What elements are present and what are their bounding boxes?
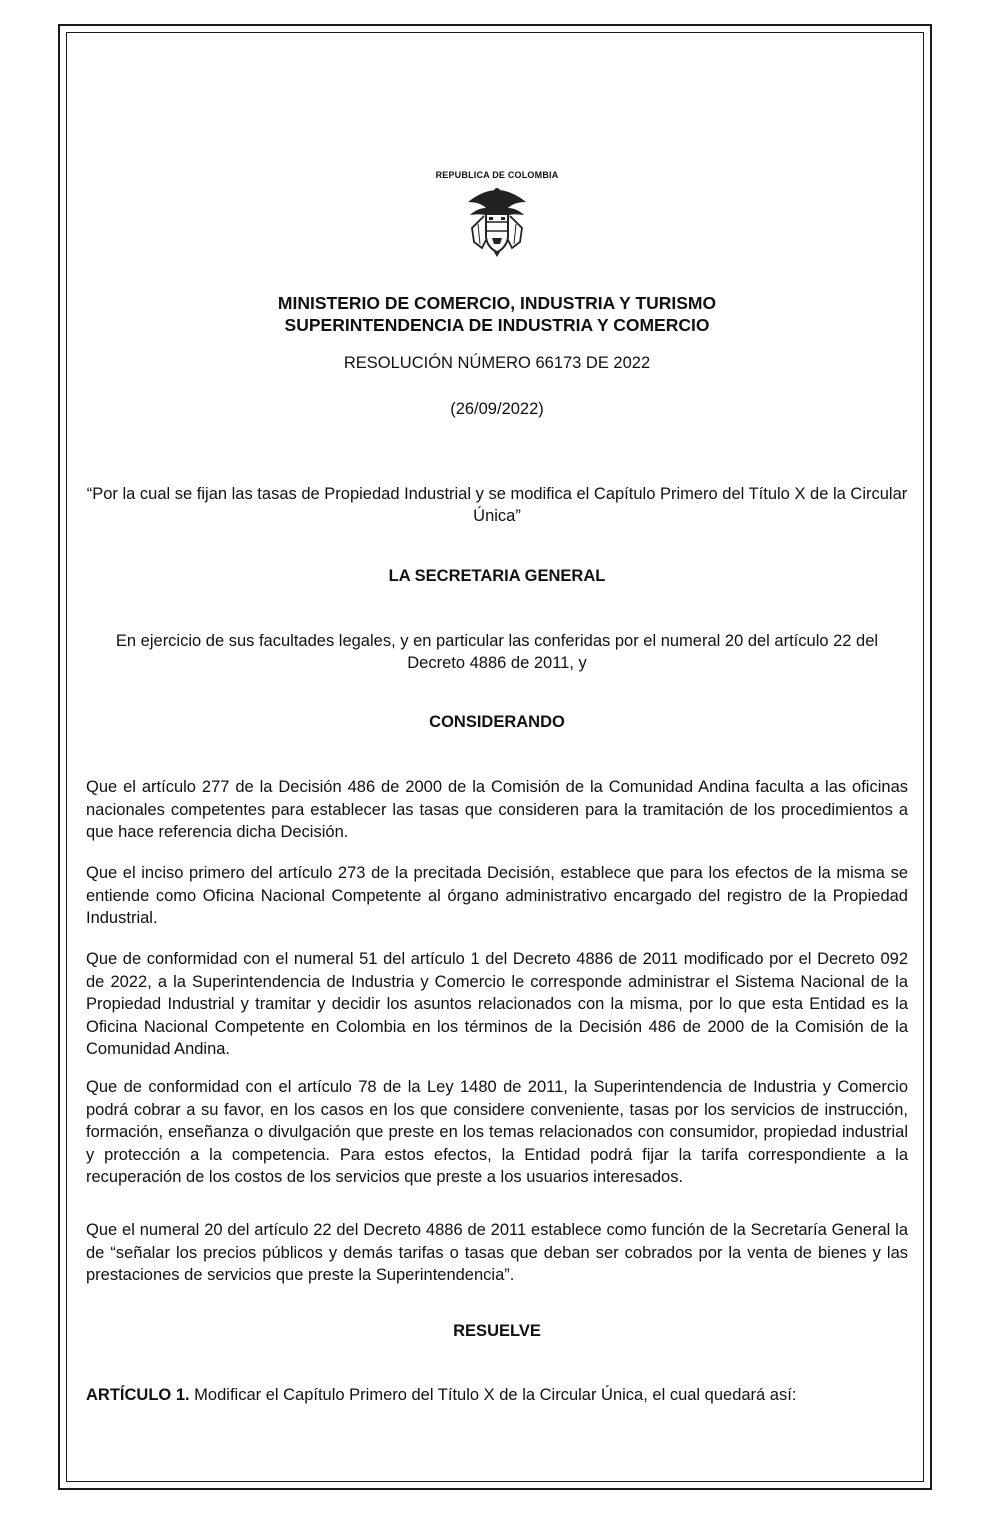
faculties-paragraph: En ejercicio de sus facultades legales, y en particular las conferidas por el numeral 20 del artículo 22 del Decreto 4886 de 2011, y	[115, 632, 879, 672]
considerando-heading: CONSIDERANDO	[429, 713, 565, 731]
secretary-heading: LA SECRETARIA GENERAL	[388, 567, 606, 585]
considerando-paragraph-4: Que de conformidad con el artículo 78 de la Ley 1480 de 2011, la Superintendencia de Industria y Comercio podrá cobrar a su favor, en los casos en los que considere conveniente, tasas por los servicios de instrucción, formación, enseñanza o divulgación que preste en los temas relacionados con consumidor, propiedad industrial y protección a la competencia. Para estos efectos, la Entidad podrá fijar la tarifa correspondiente a la recuperación de los costos de los servicios que preste a los usuarios interesados.	[86, 1078, 908, 1186]
resolution-subject: “Por la cual se fijan las tasas de Propiedad Industrial y se modifica el Capítulo Primero del Título X de la Circular Única”	[86, 485, 908, 525]
superintendency-title: SUPERINTENDENCIA DE INDUSTRIA Y COMERCIO	[284, 315, 710, 335]
article-1-label: ARTÍCULO 1.	[86, 1386, 190, 1404]
article-1	[86, 1386, 908, 1405]
resolution-date: (26/09/2022)	[450, 400, 544, 418]
considerando-paragraph-2: Que el inciso primero del artículo 273 de la precitada Decisión, establece que para los efectos de la misma se entiende como Oficina Nacional Competente al órgano administrativo encargado del registro de la Propiedad Industrial.	[86, 864, 908, 927]
considerando-paragraph-1: Que el artículo 277 de la Decisión 486 de 2000 de la Comisión de la Comunidad Andina faculta a las oficinas nacionales competentes para establecer las tasas que consideren para la tramitación de los procedimientos a que hace referencia dicha Decisión.	[86, 778, 908, 841]
coat-of-arms-icon	[458, 184, 536, 258]
article-1-text: Modificar el Capítulo Primero del Título X de la Circular Única, el cual quedará así:	[189, 1386, 797, 1404]
considerando-paragraph-3: Que de conformidad con el numeral 51 del artículo 1 del Decreto 4886 de 2011 modificado por el Decreto 092 de 2022, a la Superintendencia de Industria y Comercio le corresponde administrar el Sistema Nacional de la Propiedad Industrial y tramitar y decidir los asuntos relacionados con la misma, por lo que esta Entidad es la Oficina Nacional Competente en Colombia en los términos de la Decisión 486 de 2000 de la Comisión de la Comunidad Andina.	[86, 950, 908, 1058]
resolution-number: RESOLUCIÓN NÚMERO 66173 DE 2022	[343, 354, 651, 372]
resuelve-heading: RESUELVE	[453, 1322, 541, 1340]
ministry-title: MINISTERIO DE COMERCIO, INDUSTRIA Y TURISMO	[277, 293, 717, 313]
republic-label: REPUBLICA DE COLOMBIA	[435, 170, 559, 180]
considerando-paragraph-5: Que el numeral 20 del artículo 22 del Decreto 4886 de 2011 establece como función de la Secretaría General la de “señalar los precios públicos y demás tarifas o tasas que deban ser cobrados por la venta de bienes y las prestaciones de servicios que preste la Superintendencia”.	[86, 1221, 908, 1284]
institution-heading	[86, 292, 908, 336]
